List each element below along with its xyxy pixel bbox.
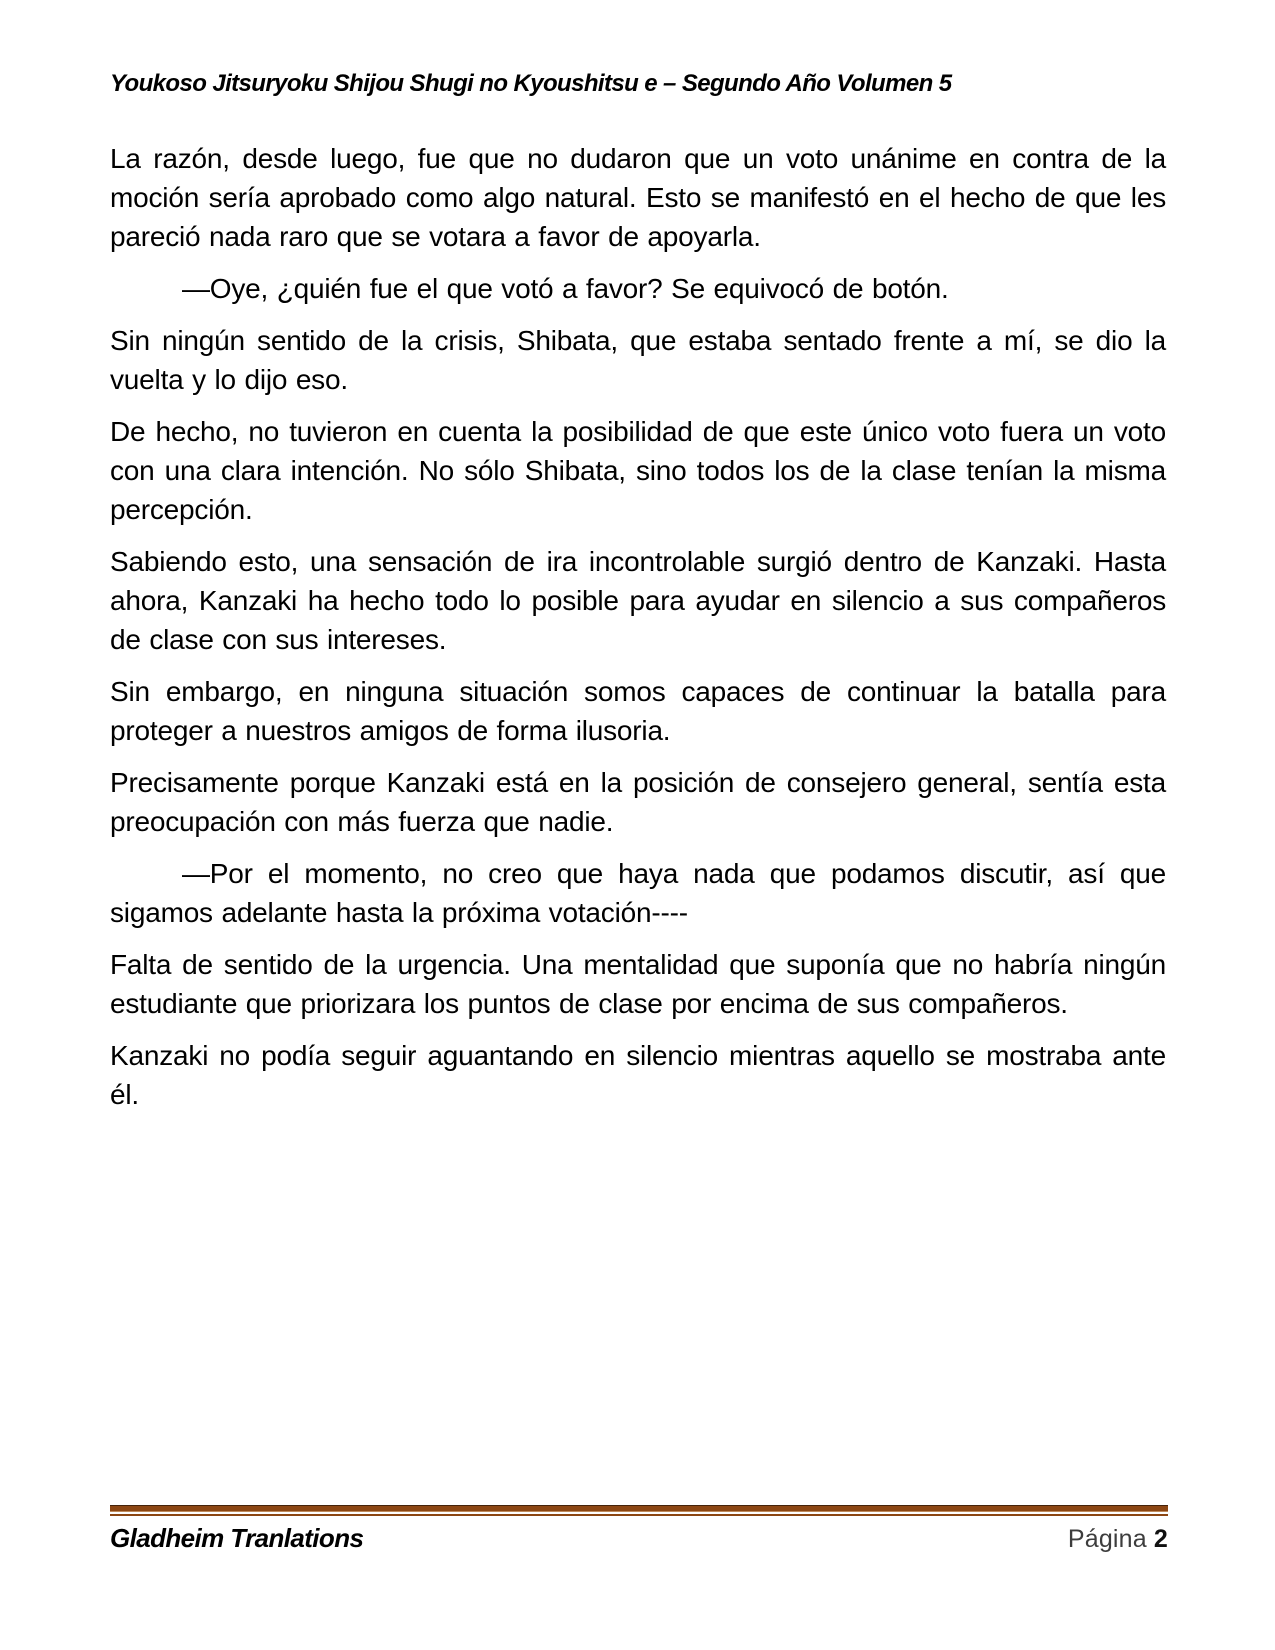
paragraph: Sin embargo, en ninguna situación somos capaces de continuar la batalla para proteger a nuestros amigos de forma ilusoria. — [110, 676, 1166, 746]
footer-page-label: Página — [1067, 1525, 1147, 1553]
page-header-title: Youkoso Jitsuryoku Shijou Shugi no Kyoushitsu e – Segundo Año Volumen 5 — [110, 70, 952, 97]
paragraph: Precisamente porque Kanzaki está en la posición de consejero general, sentía esta preocupación con más fuerza que nadie. — [110, 767, 1166, 837]
dialogue-paragraph: —Por el momento, no creo que haya nada que podamos discutir, así que sigamos adelante hasta la próxima votación---- — [110, 858, 1166, 928]
footer-page-indicator — [1068, 1525, 1168, 1554]
footer-translator-name: Gladheim Tranlations — [110, 1523, 364, 1553]
footer-page-number: 2 — [1153, 1525, 1168, 1553]
paragraph: La razón, desde luego, fue que no dudaron que un voto unánime en contra de la moción sería aprobado como algo natural. Esto se manifestó en el hecho de que les pareció nada raro que se votara a favor de apoyarla. — [110, 143, 1166, 252]
paragraph: De hecho, no tuvieron en cuenta la posibilidad de que este único voto fuera un voto con una clara intención. No sólo Shibata, sino todos los de la clase tenían la misma percepción. — [110, 416, 1166, 525]
paragraph: Kanzaki no podía seguir aguantando en silencio mientras aquello se mostraba ante él. — [110, 1040, 1166, 1110]
paragraph: Sin ningún sentido de la crisis, Shibata, que estaba sentado frente a mí, se dio la vuelta y lo dijo eso. — [110, 325, 1166, 395]
footer-rule-thin — [110, 1514, 1168, 1516]
paragraph: Sabiendo esto, una sensación de ira incontrolable surgió dentro de Kanzaki. Hasta ahora, Kanzaki ha hecho todo lo posible para ayudar en silencio a sus compañeros de clase con sus intereses. — [110, 546, 1166, 655]
page-footer — [110, 1505, 1168, 1554]
footer-rule-thick — [110, 1505, 1168, 1512]
paragraph: Falta de sentido de la urgencia. Una mentalidad que suponía que no habría ningún estudiante que priorizara los puntos de clase por encima de sus compañeros. — [110, 949, 1166, 1019]
dialogue-paragraph: —Oye, ¿quién fue el que votó a favor? Se equivocó de botón. — [182, 273, 949, 304]
document-body — [110, 139, 1166, 1127]
